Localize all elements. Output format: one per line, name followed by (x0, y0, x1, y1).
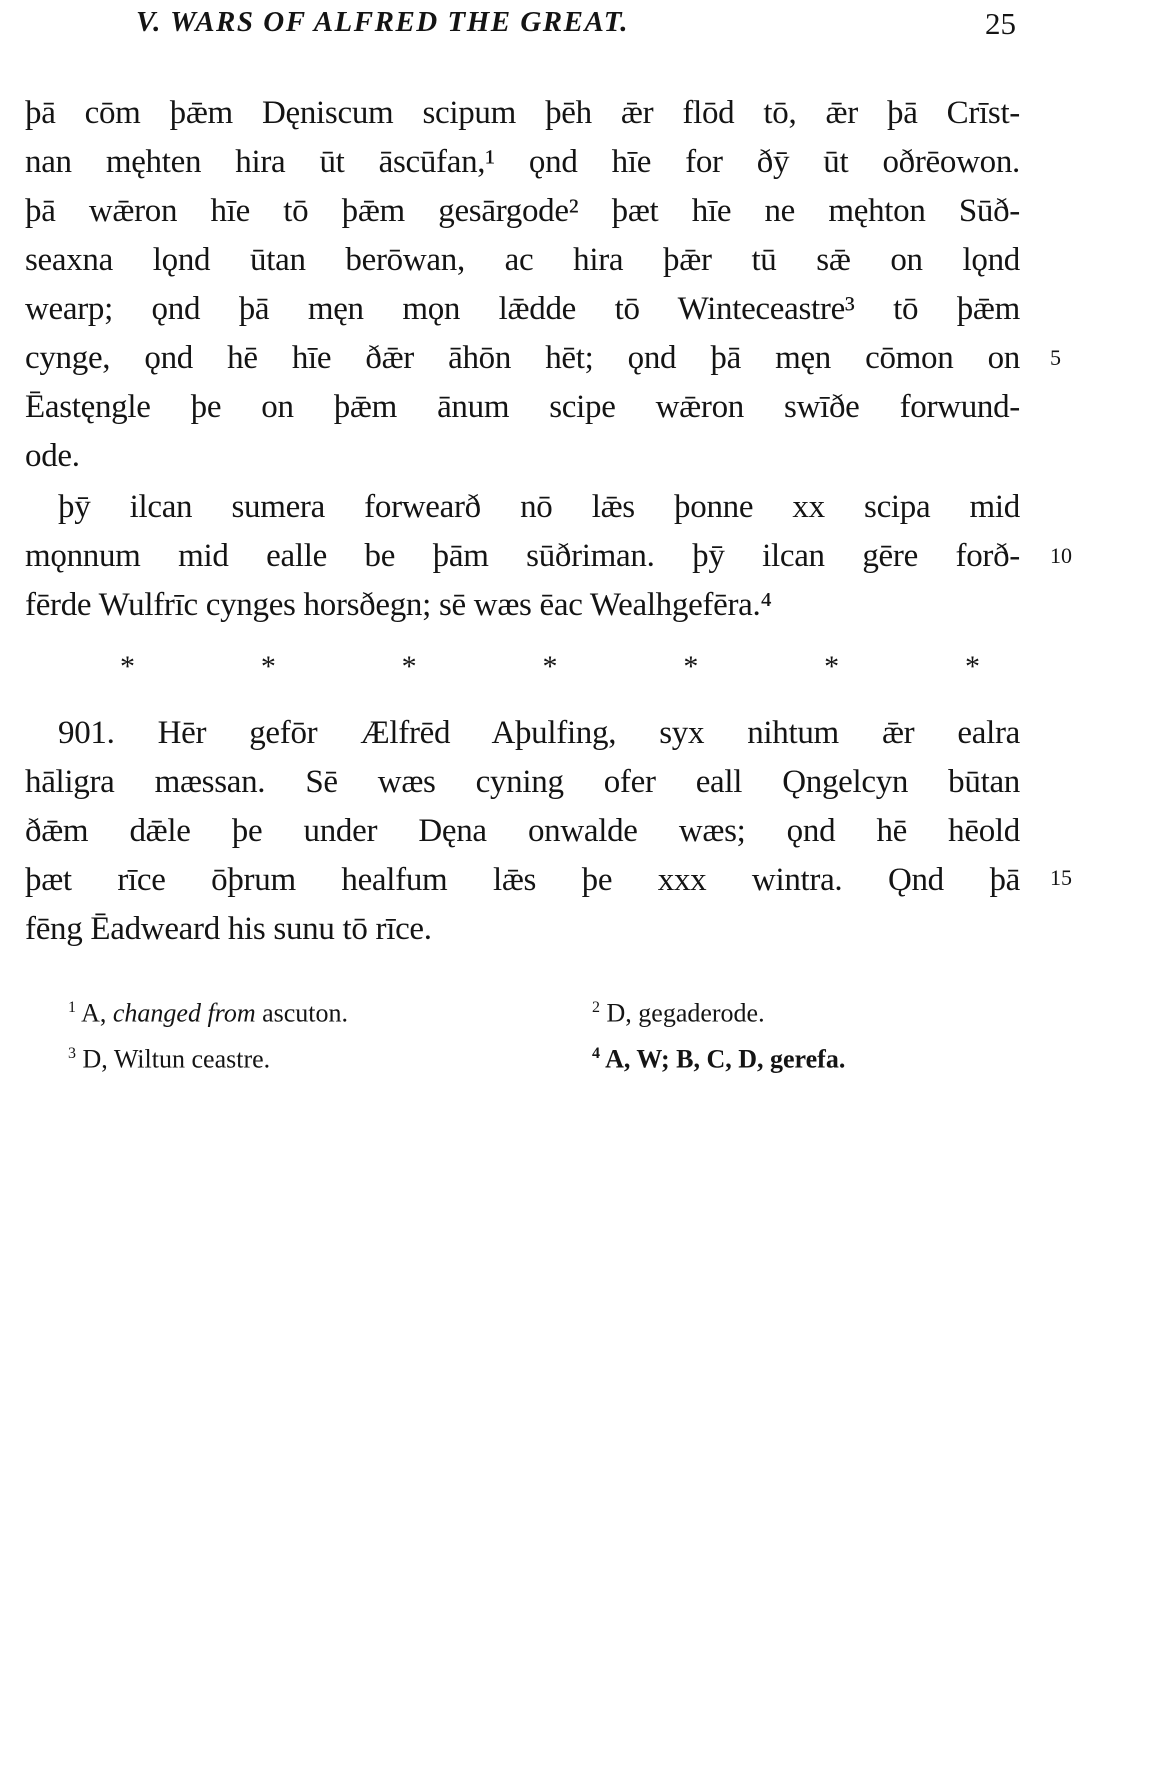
asterisk: * (964, 650, 980, 683)
text-line: þæt rīce ōþrum healfum lǣs þe xxx wintra. Ǫnd þā (25, 862, 1020, 898)
footnote-2 (592, 992, 765, 1030)
footnote-4 (592, 1038, 845, 1076)
footnote-1 (68, 992, 348, 1030)
footnote-sigla: D, (82, 1044, 108, 1074)
page-number: 25 (985, 6, 1016, 41)
footnote-sigla: A, W; B, C, D, (605, 1044, 764, 1074)
text-line: seaxna lǫnd ūtan berōwan, ac hira þǣr tū sǣ on lǫnd (25, 242, 1020, 278)
text-line: fēng Ēadweard his sunu tō rīce. (25, 911, 432, 947)
footnote-3 (68, 1038, 270, 1076)
footnote-mark: 2 (592, 999, 600, 1016)
text-line: þā cōm þǣm Dęniscum scipum þēh ǣr flōd tō, ǣr þā Crīst- (25, 95, 1020, 131)
footnote-mark: 3 (68, 1045, 76, 1062)
footnote-text: Wiltun ceastre. (113, 1044, 271, 1074)
asterisk: * (683, 650, 699, 683)
footnote-text: gegaderode. (638, 998, 765, 1028)
text-line: cynge, ǫnd hē hīe ðǣr āhōn hēt; ǫnd þā męn cōmon on (25, 340, 1020, 376)
asterisk: * (260, 650, 276, 683)
footnote-text: gerefa. (770, 1044, 846, 1074)
text-line: hāligra mæssan. Sē wæs cyning ofer eall Ǫngelcyn būtan (25, 764, 1020, 800)
asterisk: * (401, 650, 417, 683)
footnote-note: changed from (112, 998, 256, 1028)
text-line: Ēastęngle þe on þǣm ānum scipe wǣron swīðe forwund- (25, 389, 1020, 425)
footnote-text: ascuton. (262, 998, 349, 1028)
line-number: 5 (1050, 345, 1061, 370)
text-line: 901. Hēr gefōr Ælfrēd Aþulfing, syx nihtum ǣr ealra (58, 715, 1020, 751)
text-line: fērde Wulfrīc cynges horsðegn; sē wæs ēac Wealhgefēra.⁴ (25, 587, 772, 623)
text-line: wearp; ǫnd þā męn mǫn lǣdde tō Winteceastre³ tō þǣm (25, 291, 1020, 327)
asterisk: * (120, 650, 135, 683)
line-number: 15 (1050, 865, 1072, 890)
running-title: V. WARS OF ALFRED THE GREAT. (136, 6, 630, 38)
line-number: 10 (1050, 543, 1072, 568)
text-line: þā wǣron hīe tō þǣm gesārgode² þæt hīe ne męhton Sūð- (25, 193, 1020, 229)
footnote-sigla: D, (606, 998, 632, 1028)
running-header (136, 6, 1016, 50)
text-line: nan męhten hira ūt āscūfan,¹ ǫnd hīe for ðȳ ūt oðrēowon. (25, 144, 1020, 180)
section-separator (120, 650, 980, 684)
asterisk: * (542, 650, 558, 683)
text-line: mǫnnum mid ealle be þām sūðriman. þȳ ilcan gēre forð- (25, 538, 1020, 574)
footnote-sigla: A, (81, 998, 107, 1028)
footnote-mark: 4 (592, 1045, 600, 1062)
asterisk: * (824, 650, 840, 683)
text-line: ode. (25, 438, 80, 474)
text-line: ðǣm dǣle þe under Dęna onwalde wæs; ǫnd hē hēold (25, 813, 1020, 849)
text-line: þȳ ilcan sumera forwearð nō lǣs þonne xx scipa mid (58, 489, 1020, 525)
footnote-mark: 1 (68, 999, 76, 1016)
